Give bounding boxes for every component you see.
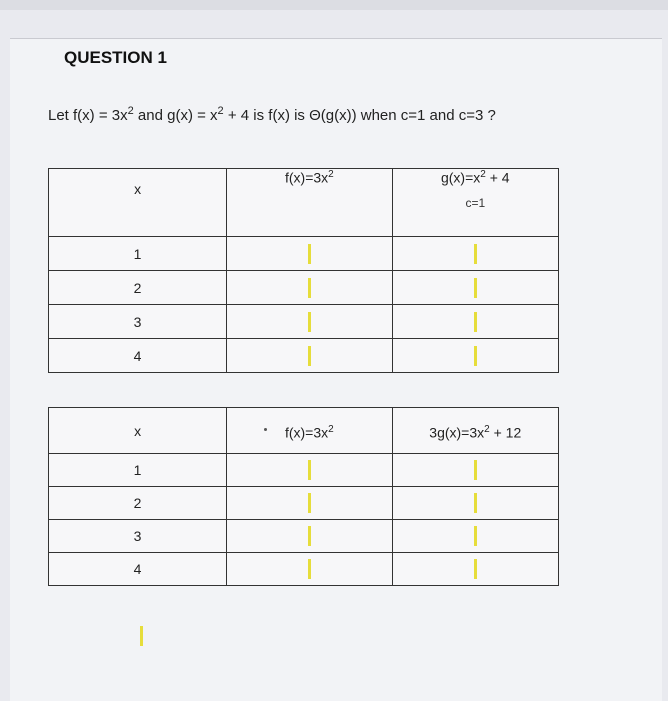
x-value: 2 [133, 495, 142, 511]
header-3gx [392, 408, 558, 454]
header-gx-note: c=1 [465, 195, 486, 210]
text-cursor-marker [308, 493, 311, 513]
table-header-row [49, 408, 559, 454]
fx-answer-cell[interactable] [227, 553, 392, 586]
text-cursor-marker [308, 460, 311, 480]
question-text-part-b: and g(x) = x [133, 107, 218, 124]
x-value-cell [49, 553, 227, 586]
text-cursor-marker [474, 244, 477, 264]
x-value-cell [49, 487, 227, 520]
text-cursor-marker [474, 526, 477, 546]
x-value: 2 [133, 279, 142, 296]
table-row [49, 237, 559, 271]
stray-dot [264, 428, 267, 431]
text-cursor-marker [474, 559, 477, 579]
table-row [49, 520, 559, 553]
table-c1 [48, 168, 559, 373]
text-cursor-marker [308, 278, 311, 298]
header-3gx-tail: + 12 [489, 424, 522, 441]
text-cursor-marker [474, 493, 477, 513]
x-value: 1 [133, 462, 142, 478]
header-fx [227, 408, 392, 454]
fx-answer-cell[interactable] [227, 487, 392, 520]
header-3gx-label: 3g(x)=3x [429, 424, 485, 441]
question-text-part-a: Let f(x) = 3x [48, 107, 128, 124]
3gx-answer-cell[interactable] [392, 454, 558, 487]
fx-answer-cell[interactable] [227, 520, 392, 553]
3gx-answer-cell[interactable] [392, 553, 558, 586]
header-gx [392, 169, 558, 237]
x-value-cell [49, 271, 227, 305]
x-value: 4 [133, 347, 142, 364]
table-row [49, 271, 559, 305]
text-cursor-marker [308, 526, 311, 546]
fx-answer-cell[interactable] [227, 271, 392, 305]
text-cursor-marker [474, 460, 477, 480]
text-cursor-marker [308, 312, 311, 332]
x-value-cell [49, 454, 227, 487]
table-c3 [48, 407, 559, 586]
question-text-sup-a: 2 [127, 105, 134, 117]
header-fx-label: f(x)=3x [284, 169, 329, 186]
x-value: 3 [133, 528, 142, 544]
header-gx-sup: 2 [480, 169, 486, 180]
fx-answer-cell[interactable] [227, 339, 392, 373]
gx-answer-cell[interactable] [392, 237, 558, 271]
table-row [49, 454, 559, 487]
header-x [49, 169, 227, 237]
text-cursor-marker [474, 312, 477, 332]
x-value: 4 [133, 561, 142, 577]
table-row [49, 339, 559, 373]
header-fx-label: f(x)=3x [284, 424, 329, 441]
gx-answer-cell[interactable] [392, 339, 558, 373]
header-fx-sup: 2 [328, 424, 334, 436]
3gx-answer-cell[interactable] [392, 487, 558, 520]
top-strip [0, 0, 668, 10]
header-fx [227, 169, 392, 237]
text-cursor-marker [474, 278, 477, 298]
x-value: 1 [133, 245, 142, 262]
3gx-answer-cell[interactable] [392, 520, 558, 553]
x-value-cell [49, 237, 227, 271]
text-cursor-marker [308, 559, 311, 579]
table-row [49, 305, 559, 339]
header-x-label: x [134, 181, 142, 197]
header-3gx-sup: 2 [484, 424, 490, 436]
x-value-cell [49, 339, 227, 373]
table-row [49, 487, 559, 520]
table-row [49, 553, 559, 586]
fx-answer-cell[interactable] [227, 305, 392, 339]
header-fx-sup: 2 [328, 169, 334, 180]
header-gx-tail: + 4 [485, 169, 510, 186]
fx-answer-cell[interactable] [227, 454, 392, 487]
text-cursor-marker [308, 244, 311, 264]
text-cursor-marker [474, 346, 477, 366]
header-x-label: x [134, 422, 142, 439]
x-value-cell [49, 520, 227, 553]
x-value: 3 [133, 313, 142, 330]
answer-field-cursor[interactable] [140, 626, 143, 646]
question-text [48, 105, 496, 124]
x-value-cell [49, 305, 227, 339]
header-x [49, 408, 227, 454]
gx-answer-cell[interactable] [392, 305, 558, 339]
text-cursor-marker [308, 346, 311, 366]
question-title: QUESTION 1 [64, 48, 167, 67]
gx-answer-cell[interactable] [392, 271, 558, 305]
header-gx-label: g(x)=x [440, 169, 481, 186]
question-text-part-c: + 4 is f(x) is Θ(g(x)) when c=1 and c=3 ? [223, 107, 496, 124]
fx-answer-cell[interactable] [227, 237, 392, 271]
table-header-row [49, 169, 559, 237]
question-text-sup-b: 2 [217, 105, 224, 117]
